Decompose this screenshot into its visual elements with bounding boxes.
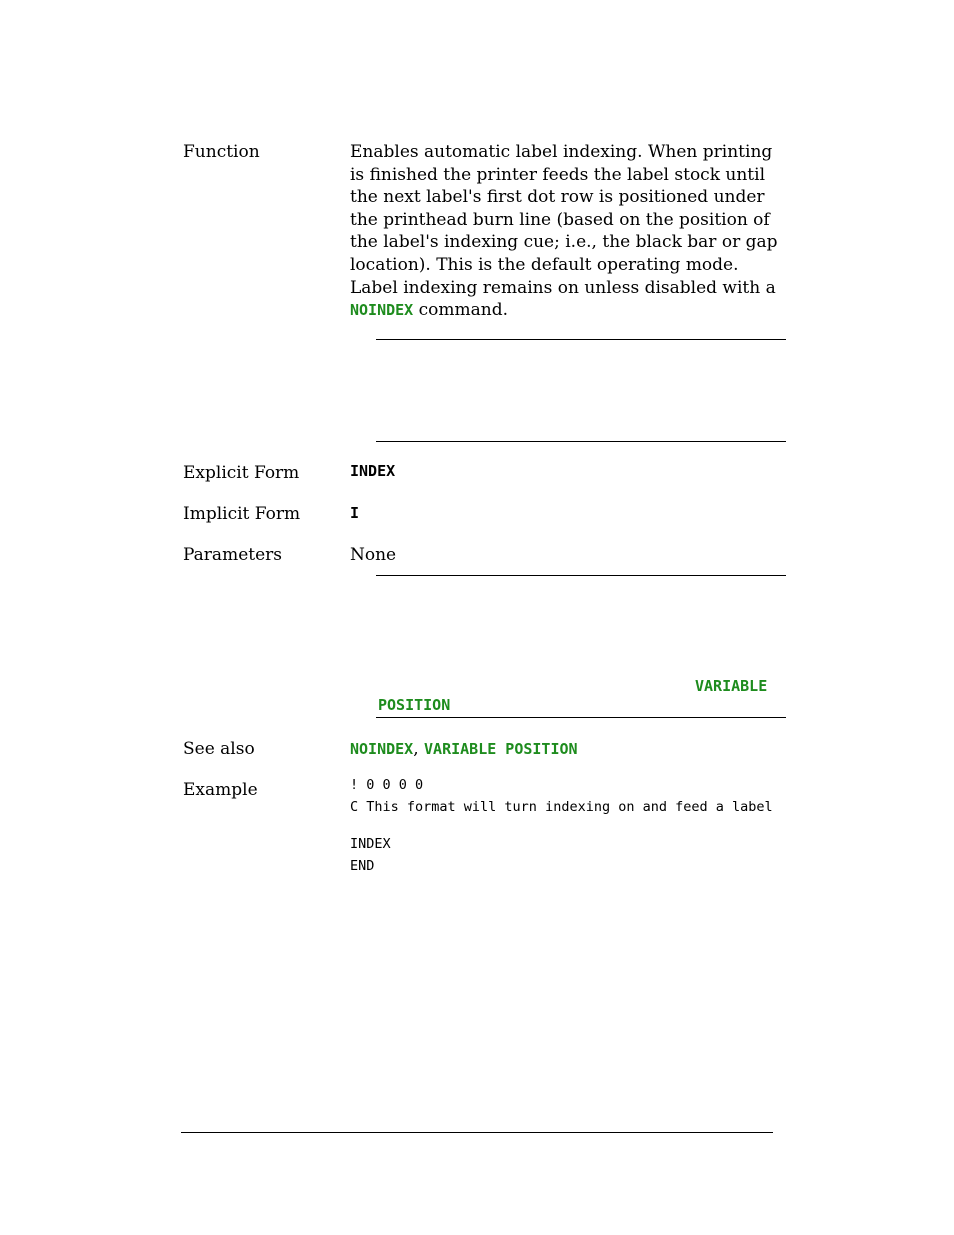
see-also-links [350, 738, 578, 761]
example-code-line: ! 0 0 0 0 [350, 777, 424, 793]
explicit-form-label: Explicit Form [183, 463, 300, 483]
parameters-label: Parameters [183, 545, 282, 565]
noindex-command: NOINDEX [350, 301, 414, 320]
see-also-label: See also [183, 739, 255, 759]
see-also-link-noindex[interactable]: NOINDEX [350, 740, 414, 758]
note2-bottom-rule [376, 717, 786, 718]
example-label: Example [183, 780, 258, 800]
see-also-separator: , [413, 739, 425, 759]
function-description [350, 141, 782, 322]
example-code-line: C This format will turn indexing on and feed a label [350, 799, 773, 815]
note2-top-rule [376, 575, 786, 576]
function-label: Function [183, 142, 260, 162]
example-code-line: INDEX [350, 836, 391, 852]
explicit-form-command: INDEX [350, 462, 396, 480]
implicit-form-value [350, 502, 359, 525]
implicit-form-label: Implicit Form [183, 504, 301, 524]
implicit-form-command: I [350, 504, 360, 522]
note-top-rule [376, 339, 786, 340]
see-also-link-variable-position[interactable]: VARIABLE POSITION [424, 740, 578, 758]
function-text: Enables automatic label indexing. When printing is finished the printer feeds the label stock until the next label's first dot row is positioned under the printhead burn line (based on the position of the label's indexing cue; i.e., the black bar or gap location). This is the default operating mode. Label indexing remains on unless disabled with a [350, 142, 778, 298]
note2-variable-command: VARIABLE [695, 677, 768, 695]
parameters-value: None [350, 545, 397, 565]
note-bottom-rule [376, 441, 786, 442]
function-text-end: command. [413, 300, 508, 321]
note2-position-command: POSITION [378, 696, 451, 714]
explicit-form-value [350, 460, 395, 483]
footer-rule [181, 1132, 773, 1133]
example-code-line: END [350, 858, 375, 874]
